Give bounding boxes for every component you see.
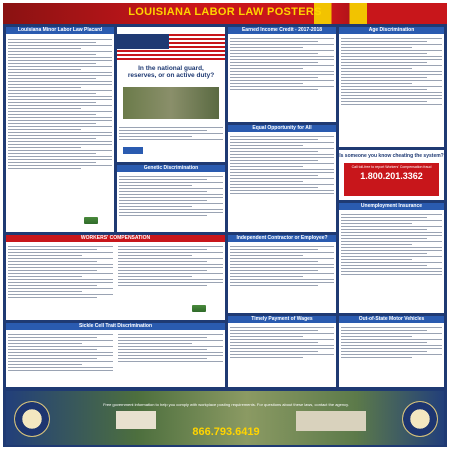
american-flag-image: [117, 34, 225, 61]
workers-comp-panel: [6, 235, 225, 320]
bottom-banner: [6, 391, 444, 445]
genetic-text: [119, 174, 223, 218]
title-bar: [3, 3, 447, 24]
banner-phone: 866.793.6419: [192, 426, 260, 438]
fraud-hotline-box: [344, 163, 439, 196]
fraud-panel: [339, 150, 444, 200]
contractor-panel: [228, 235, 336, 313]
labor-department-seal-icon: [14, 401, 50, 437]
workers-comp-logo: [192, 305, 206, 312]
wages-heading: Timely Payment of Wages: [228, 316, 336, 323]
unemployment-text: [341, 212, 442, 277]
workers-comp-heading: WORKERS' COMPENSATION: [6, 235, 225, 242]
workers-comp-text-right: [118, 244, 223, 288]
minor-labor-panel: [6, 27, 114, 232]
equal-opportunity-heading: Equal Opportunity for All: [228, 125, 336, 132]
vehicles-panel: [339, 316, 444, 387]
equal-opportunity-panel: [228, 125, 336, 232]
military-headline-line2: reserves, or on active duty?: [127, 72, 215, 79]
contractor-heading: Independent Contractor or Employee?: [228, 235, 336, 242]
fraud-heading: Is someone you know cheating the system?: [339, 153, 444, 159]
minor-labor-heading: Louisiana Minor Labor Law Placard: [6, 27, 114, 34]
unemployment-heading: Unemployment Insurance: [339, 203, 444, 210]
workforce-mark-icon: [84, 217, 98, 224]
age-heading: Age Discrimination: [339, 27, 444, 34]
eitc-heading: Earned Income Credit - 2017-2018: [228, 27, 336, 34]
sickle-cell-heading: Sickle Cell Trait Discrimination: [6, 323, 225, 330]
workforce-mark-icon: [192, 305, 206, 312]
poster-title: LOUISIANA LABOR LAW POSTERS: [128, 6, 322, 18]
sickle-cell-text-left: [8, 332, 113, 373]
military-text: [119, 125, 223, 142]
age-panel: [339, 27, 444, 147]
capitol-building-image: [296, 411, 366, 431]
building-image: [116, 411, 156, 429]
workers-comp-text-left: [8, 244, 113, 300]
banner-caption: Free government information to help you comply with workplace posting requirements. For questions about these laws, contact the agency.: [103, 402, 349, 407]
equal-opportunity-text: [230, 134, 334, 196]
wages-text: [230, 325, 334, 360]
vehicles-text: [341, 325, 442, 360]
sickle-cell-text-right: [118, 332, 223, 364]
louisiana-state-seal-icon: [402, 401, 438, 437]
sickle-cell-panel: [6, 323, 225, 387]
military-headline: [117, 65, 225, 79]
labor-law-poster: [3, 3, 447, 447]
workforce-logo: [84, 217, 98, 224]
fraud-hotline-phone: 1.800.201.3362: [360, 171, 423, 181]
fraud-hotline-text: Call toll-free to report Workers' Compensation fraud: [351, 165, 432, 169]
age-text: [341, 36, 442, 107]
esgr-logo: [123, 147, 143, 154]
military-headline-line1: In the national guard,: [138, 65, 204, 72]
genetic-panel: [117, 165, 225, 232]
wages-panel: [228, 316, 336, 387]
minor-labor-text: [8, 37, 112, 171]
soldiers-photo: [123, 87, 219, 119]
genetic-heading: Genetic Discrimination: [117, 165, 225, 172]
eitc-panel: [228, 27, 336, 122]
military-panel: [117, 27, 225, 162]
unemployment-panel: [339, 203, 444, 313]
vehicles-heading: Out-of-State Motor Vehicles: [339, 316, 444, 323]
eitc-text: [230, 36, 334, 92]
contractor-text: [230, 244, 334, 288]
